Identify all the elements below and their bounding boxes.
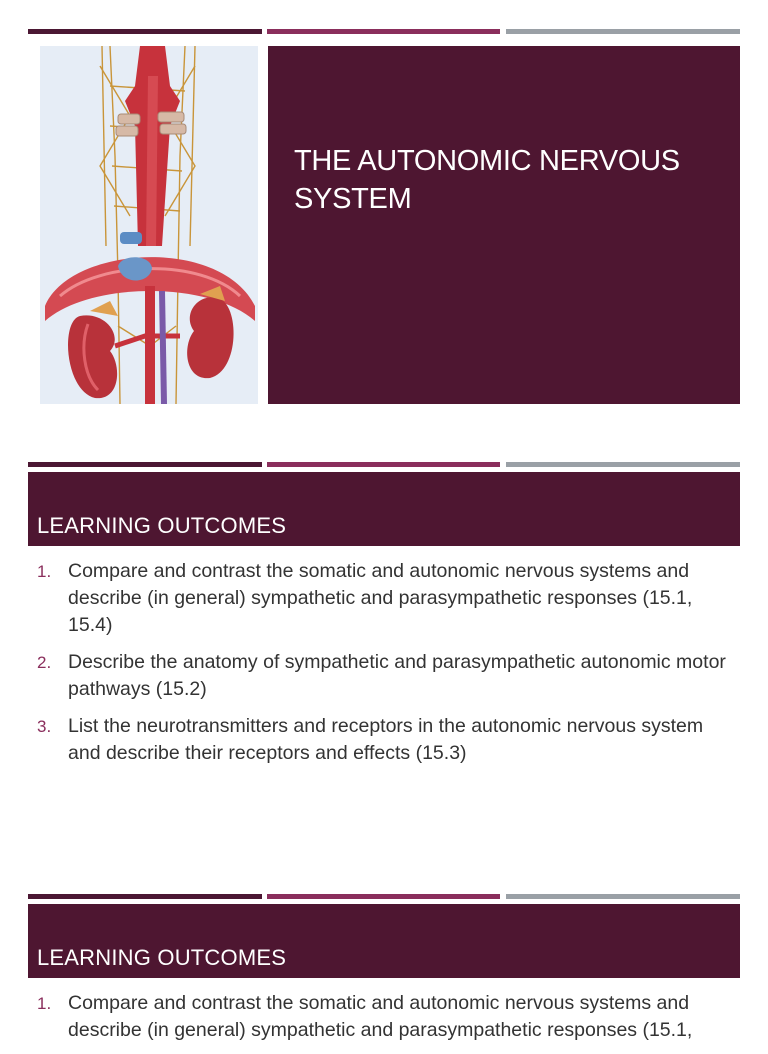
list-text: Compare and contrast the somatic and autonomic nervous systems and describe (in general) sympathetic and parasympathetic responses (15.1, [68,992,693,1041]
list-number: 3. [37,717,52,736]
anatomy-illustration-icon [40,46,258,404]
accent-bar-magenta [267,29,500,34]
list-text: List the neurotransmitters and receptors in the autonomic nervous system and describe their receptors and effects (15.3) [68,715,704,764]
list-item [0,990,768,1044]
slide3-header [28,904,740,978]
list-number: 1. [37,994,52,1013]
list-text: Describe the anatomy of sympathetic and parasympathetic autonomic motor pathways (15.2) [68,651,726,700]
list-text: Compare and contrast the somatic and autonomic nervous systems and describe (in general) sympathetic and parasympathetic responses (15.1, 15.4) [68,560,693,636]
list-item [0,649,768,703]
list-number: 1. [37,562,52,581]
accent-bar-magenta [267,462,500,467]
accent-bar-dark [28,462,262,467]
accent-bar-magenta [267,894,500,899]
title-panel [268,46,740,404]
slide3-accent-bars [28,894,740,899]
slide2-heading: LEARNING OUTCOMES [37,513,287,538]
accent-bar-gray [506,462,740,467]
slide-title: THE AUTONOMIC NERVOUS SYSTEM [294,145,680,215]
list-item [0,558,768,639]
slide1-accent-bars [28,29,740,34]
slide2-outcomes-list [0,558,768,777]
list-item [0,713,768,767]
list-number: 2. [37,653,52,672]
accent-bar-gray [506,29,740,34]
accent-bar-gray [506,894,740,899]
accent-bar-dark [28,894,262,899]
slide3-outcomes-list [0,990,768,1054]
slide2-accent-bars [28,462,740,467]
accent-bar-dark [28,29,262,34]
slide3-heading: LEARNING OUTCOMES [37,945,287,970]
slide2-header [28,472,740,546]
anatomy-illustration [40,46,258,404]
